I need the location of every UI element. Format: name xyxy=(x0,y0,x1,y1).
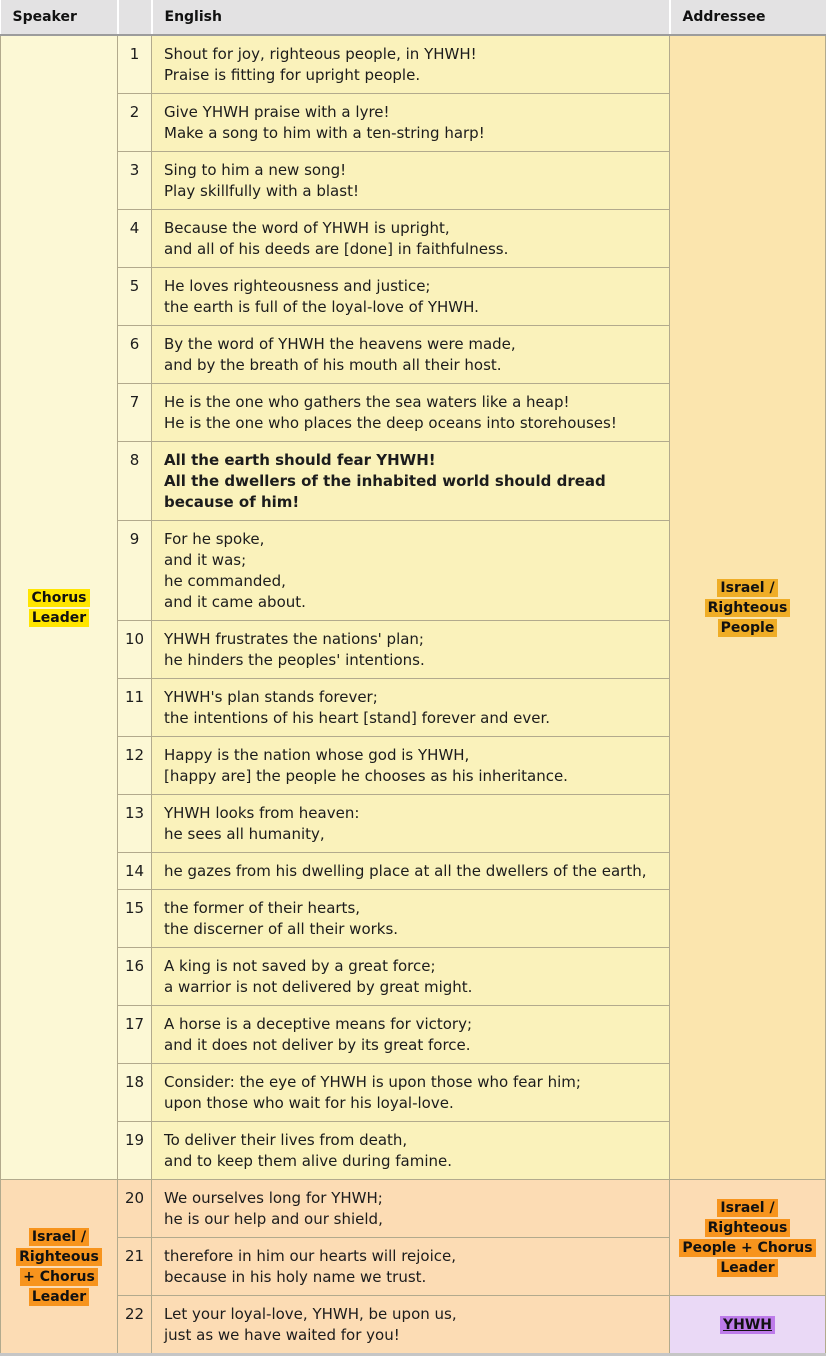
verse-row xyxy=(1,1180,826,1238)
verse-line: and it does not deliver by its great force. xyxy=(164,1035,471,1054)
addressee-label: Israel / Righteous People + Chorus Leader xyxy=(679,1199,815,1277)
verse-number: 7 xyxy=(118,384,152,442)
verse-line: He loves righteousness and justice; xyxy=(164,276,431,295)
verse-number: 14 xyxy=(118,853,152,890)
verse-number: 5 xyxy=(118,268,152,326)
verse-line: he sees all humanity, xyxy=(164,824,325,843)
table-header xyxy=(1,0,826,35)
verse-line: All the earth should fear YHWH! xyxy=(164,450,436,469)
verse-line: We ourselves long for YHWH; xyxy=(164,1188,383,1207)
verse-line: a warrior is not delivered by great might. xyxy=(164,977,473,996)
verse-line: He is the one who gathers the sea waters like a heap! xyxy=(164,392,570,411)
verse-text xyxy=(152,384,670,442)
verse-line: and by the breath of his mouth all their host. xyxy=(164,355,502,374)
verse-line: the earth is full of the loyal-love of YHWH. xyxy=(164,297,479,316)
verse-number: 8 xyxy=(118,442,152,521)
header-addressee: Addressee xyxy=(670,0,826,35)
verse-number: 12 xyxy=(118,737,152,795)
verse-line: Praise is fitting for upright people. xyxy=(164,65,421,84)
verse-line: Consider: the eye of YHWH is upon those who fear him; xyxy=(164,1072,581,1091)
verse-number: 9 xyxy=(118,521,152,621)
verse-number: 1 xyxy=(118,35,152,94)
verse-line: he commanded, xyxy=(164,571,286,590)
header-speaker: Speaker xyxy=(1,0,118,35)
verse-number: 3 xyxy=(118,152,152,210)
verse-text xyxy=(152,679,670,737)
verse-text xyxy=(152,94,670,152)
verse-line: and all of his deeds are [done] in faithfulness. xyxy=(164,239,509,258)
verse-text xyxy=(152,152,670,210)
verse-text xyxy=(152,1064,670,1122)
addressee-cell xyxy=(670,1296,826,1355)
verse-line: because in his holy name we trust. xyxy=(164,1267,427,1286)
verse-row xyxy=(1,1296,826,1355)
verse-number: 4 xyxy=(118,210,152,268)
verse-text xyxy=(152,1238,670,1296)
verse-number: 20 xyxy=(118,1180,152,1238)
verse-text xyxy=(152,268,670,326)
verse-text xyxy=(152,1180,670,1238)
verse-row xyxy=(1,35,826,94)
addressee-label: Israel / Righteous People xyxy=(705,579,791,637)
verse-number: 21 xyxy=(118,1238,152,1296)
verse-line: just as we have waited for you! xyxy=(164,1325,400,1344)
verse-number: 22 xyxy=(118,1296,152,1355)
verse-line: Make a song to him with a ten-string harp! xyxy=(164,123,485,142)
verse-line: Play skillfully with a blast! xyxy=(164,181,359,200)
verse-line: he hinders the peoples' intentions. xyxy=(164,650,425,669)
verse-line: A horse is a deceptive means for victory; xyxy=(164,1014,473,1033)
verse-text xyxy=(152,1122,670,1180)
verse-line: YHWH frustrates the nations' plan; xyxy=(164,629,424,648)
verse-line: All the dwellers of the inhabited world should dread because of him! xyxy=(164,471,606,511)
verse-line: Shout for joy, righteous people, in YHWH! xyxy=(164,44,477,63)
verse-text xyxy=(152,621,670,679)
speaker-cell xyxy=(1,35,118,1180)
verse-line: [happy are] the people he chooses as his inheritance. xyxy=(164,766,568,785)
verse-line: and to keep them alive during famine. xyxy=(164,1151,453,1170)
addressee-cell xyxy=(670,1180,826,1296)
header-row xyxy=(1,0,826,35)
table-body xyxy=(1,35,826,1355)
verse-number: 19 xyxy=(118,1122,152,1180)
speaker-cell xyxy=(1,1180,118,1355)
verse-line: By the word of YHWH the heavens were made, xyxy=(164,334,516,353)
verse-line: For he spoke, xyxy=(164,529,265,548)
verse-line: Give YHWH praise with a lyre! xyxy=(164,102,390,121)
verse-line: therefore in him our hearts will rejoice, xyxy=(164,1246,457,1265)
addressee-label: YHWH xyxy=(720,1316,775,1334)
verse-number: 13 xyxy=(118,795,152,853)
verse-number: 11 xyxy=(118,679,152,737)
verse-number: 6 xyxy=(118,326,152,384)
verse-number: 2 xyxy=(118,94,152,152)
verse-line: He is the one who places the deep oceans into storehouses! xyxy=(164,413,617,432)
verse-line: Because the word of YHWH is upright, xyxy=(164,218,450,237)
verse-text xyxy=(152,737,670,795)
verse-line: he is our help and our shield, xyxy=(164,1209,383,1228)
verse-line: YHWH looks from heaven: xyxy=(164,803,360,822)
verse-text xyxy=(152,890,670,948)
speaker-label: Israel / Righteous + Chorus Leader xyxy=(16,1228,102,1306)
verse-text xyxy=(152,521,670,621)
verse-text xyxy=(152,442,670,521)
verse-line: the former of their hearts, xyxy=(164,898,361,917)
verse-line: Let your loyal-love, YHWH, be upon us, xyxy=(164,1304,457,1323)
verse-line: A king is not saved by a great force; xyxy=(164,956,436,975)
verse-number: 17 xyxy=(118,1006,152,1064)
verse-text xyxy=(152,210,670,268)
verse-line: he gazes from his dwelling place at all the dwellers of the earth, xyxy=(164,861,647,880)
verse-line: the discerner of all their works. xyxy=(164,919,399,938)
verse-number: 15 xyxy=(118,890,152,948)
verse-line: and it was; xyxy=(164,550,247,569)
verse-text xyxy=(152,948,670,1006)
verse-number: 18 xyxy=(118,1064,152,1122)
header-english: English xyxy=(152,0,670,35)
verse-text xyxy=(152,326,670,384)
verse-text xyxy=(152,795,670,853)
verse-line: and it came about. xyxy=(164,592,306,611)
verse-number: 16 xyxy=(118,948,152,1006)
speaker-label: Chorus Leader xyxy=(28,589,89,627)
verse-line: To deliver their lives from death, xyxy=(164,1130,408,1149)
verse-line: the intentions of his heart [stand] forever and ever. xyxy=(164,708,551,727)
verse-line: Sing to him a new song! xyxy=(164,160,347,179)
header-verse-number xyxy=(118,0,152,35)
addressee-cell xyxy=(670,35,826,1180)
verse-number: 10 xyxy=(118,621,152,679)
verse-text xyxy=(152,1006,670,1064)
verse-text xyxy=(152,35,670,94)
verse-line: YHWH's plan stands forever; xyxy=(164,687,378,706)
verse-text xyxy=(152,853,670,890)
verse-line: upon those who wait for his loyal-love. xyxy=(164,1093,454,1112)
verse-line: Happy is the nation whose god is YHWH, xyxy=(164,745,470,764)
verse-text xyxy=(152,1296,670,1355)
